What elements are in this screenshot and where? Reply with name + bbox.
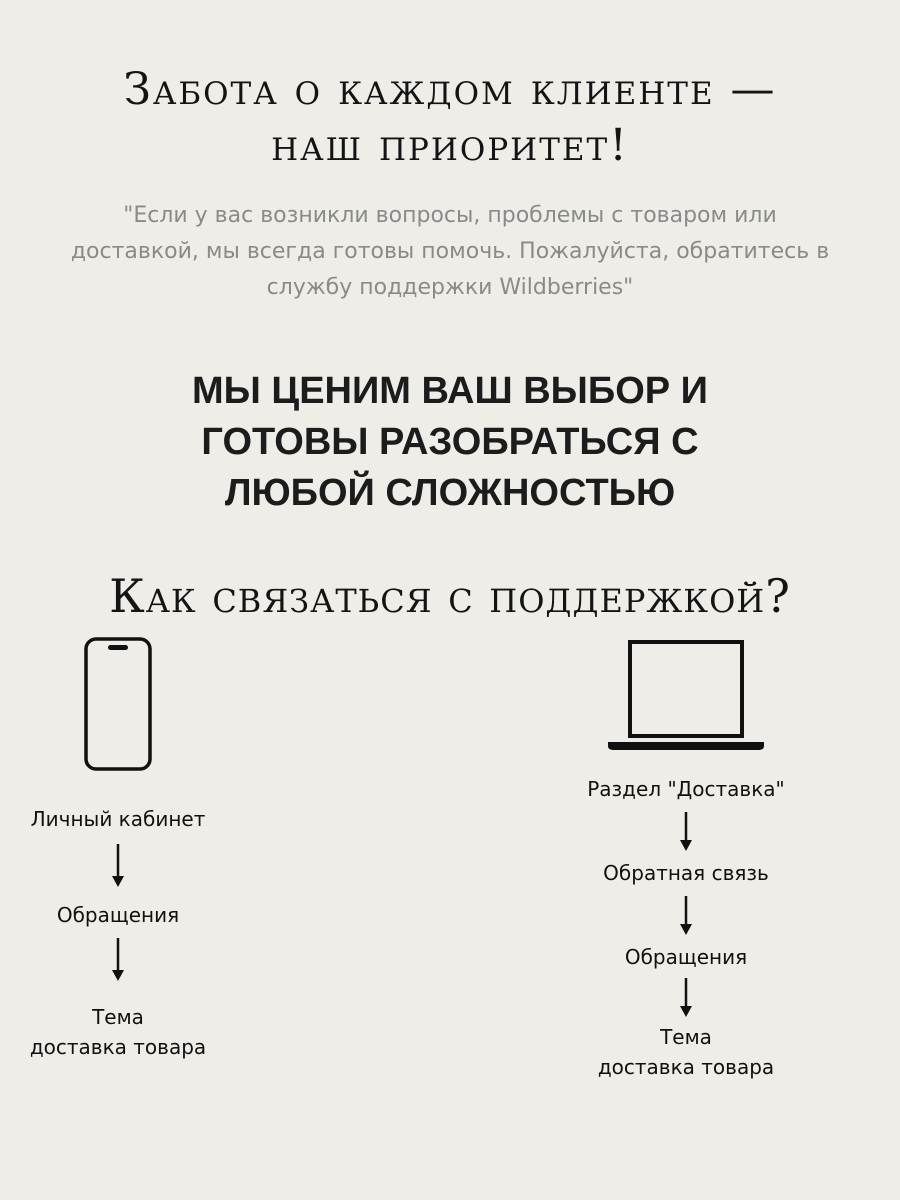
arrow-down-icon (111, 938, 125, 982)
page-title-line-1: Забота о каждом клиенте — (123, 64, 777, 115)
arrow-down-icon (679, 812, 693, 852)
laptop-step-topic-value: доставка товара (597, 1055, 775, 1079)
section-title: Как связаться с поддержкой? (109, 569, 791, 623)
value-statement-line-2: ГОТОВЫ РАЗОБРАТЬСЯ С (201, 421, 699, 463)
smartphone-icon (83, 636, 153, 772)
phone-step-account: Личный кабинет (30, 807, 206, 831)
laptop-step-delivery-section: Раздел "Доставка" (587, 777, 785, 801)
laptop-icon (606, 638, 766, 756)
value-statement-line-3: ЛЮБОЙ СЛОЖНОСТЬЮ (224, 472, 676, 514)
phone-support-path (0, 630, 236, 1062)
phone-step-topic-title: Тема (92, 1005, 144, 1029)
arrow-down-icon (679, 978, 693, 1018)
laptop-step-topic (568, 1022, 804, 1082)
phone-step-topic (0, 1002, 236, 1062)
support-quote: "Если у вас возникли вопросы, проблемы с товаром или доставкой, мы всегда готовы помочь. Пожалуйста, обратитесь в службу поддержки Wildberries" (70, 203, 830, 300)
page-title (0, 62, 900, 174)
phone-step-topic-value: доставка товара (29, 1035, 207, 1059)
arrow-down-icon (111, 844, 125, 888)
phone-step-requests: Обращения (56, 903, 180, 927)
laptop-support-path (568, 630, 804, 1082)
laptop-step-requests: Обращения (624, 945, 748, 969)
value-statement (100, 366, 800, 519)
value-statement-line-1: МЫ ЦЕНИМ ВАШ ВЫБОР И (192, 370, 708, 412)
laptop-step-topic-title: Тема (660, 1025, 712, 1049)
page-title-line-2: наш приоритет! (271, 120, 629, 171)
laptop-step-feedback: Обратная связь (603, 861, 769, 885)
arrow-down-icon (679, 896, 693, 936)
